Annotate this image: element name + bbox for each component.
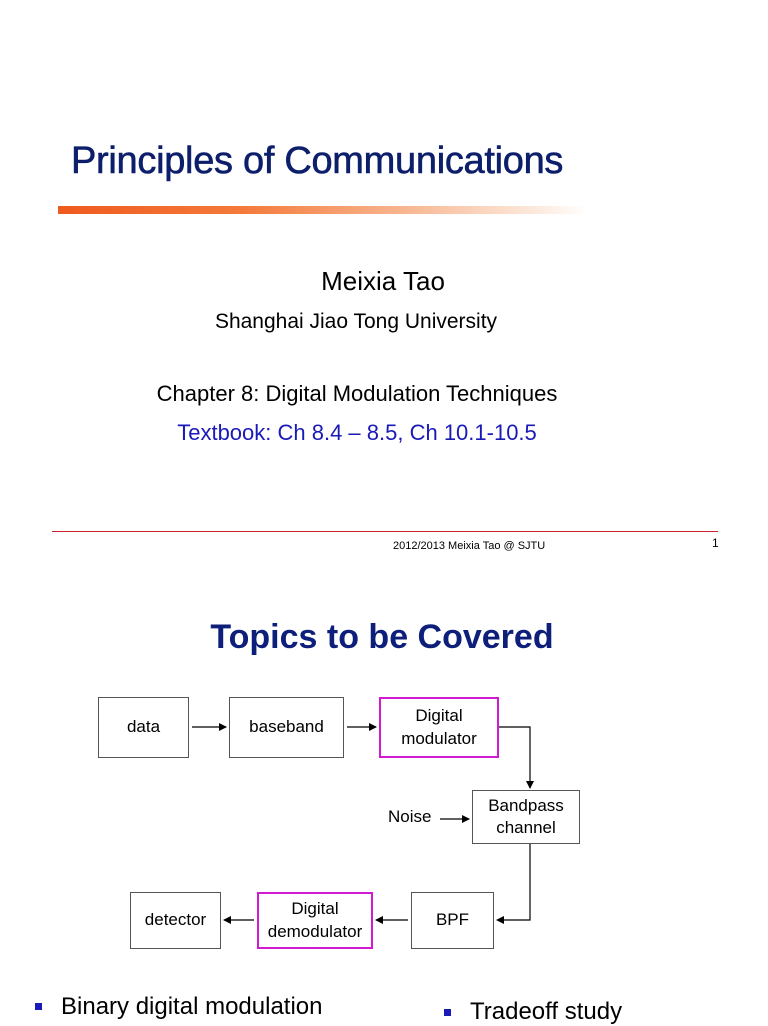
page-number: 1	[712, 536, 719, 550]
demodulator-label-line1: Digital	[291, 899, 339, 919]
demodulator-label-line2: demodulator	[267, 921, 363, 941]
arrow-channel-to-bpf	[497, 844, 530, 920]
bullet-tradeoff-study: Tradeoff study	[470, 998, 623, 1025]
affiliation: Shanghai Jiao Tong University	[214, 310, 498, 333]
bpf-block-label: BPF	[435, 910, 470, 930]
noise-label: Noise	[388, 807, 432, 826]
chapter-heading: Chapter 8: Digital Modulation Techniques	[156, 381, 558, 406]
textbook-reference: Textbook: Ch 8.4 – 8.5, Ch 10.1-10.5	[177, 420, 537, 445]
bullet-binary-digital-modulation: Binary digital modulation	[61, 993, 323, 1020]
baseband-block-label: baseband	[249, 717, 324, 737]
arrow-modulator-to-channel	[499, 727, 530, 788]
author-name: Meixia Tao	[321, 266, 445, 296]
channel-label-line2: channel	[496, 818, 556, 837]
footer-text: 2012/2013 Meixia Tao @ SJTU	[393, 540, 546, 552]
detector-block-label: detector	[144, 910, 207, 930]
modulator-label-line1: Digital	[415, 706, 463, 726]
modulator-label-line2: modulator	[401, 728, 477, 748]
slide-title: Principles of Communications	[71, 140, 564, 182]
bullet-marker-right	[444, 1009, 451, 1016]
bullet-marker-left	[35, 1003, 42, 1010]
channel-label-line1: Bandpass	[488, 795, 564, 815]
data-block-label: data	[126, 717, 161, 737]
topics-title: Topics to be Covered	[210, 618, 554, 656]
